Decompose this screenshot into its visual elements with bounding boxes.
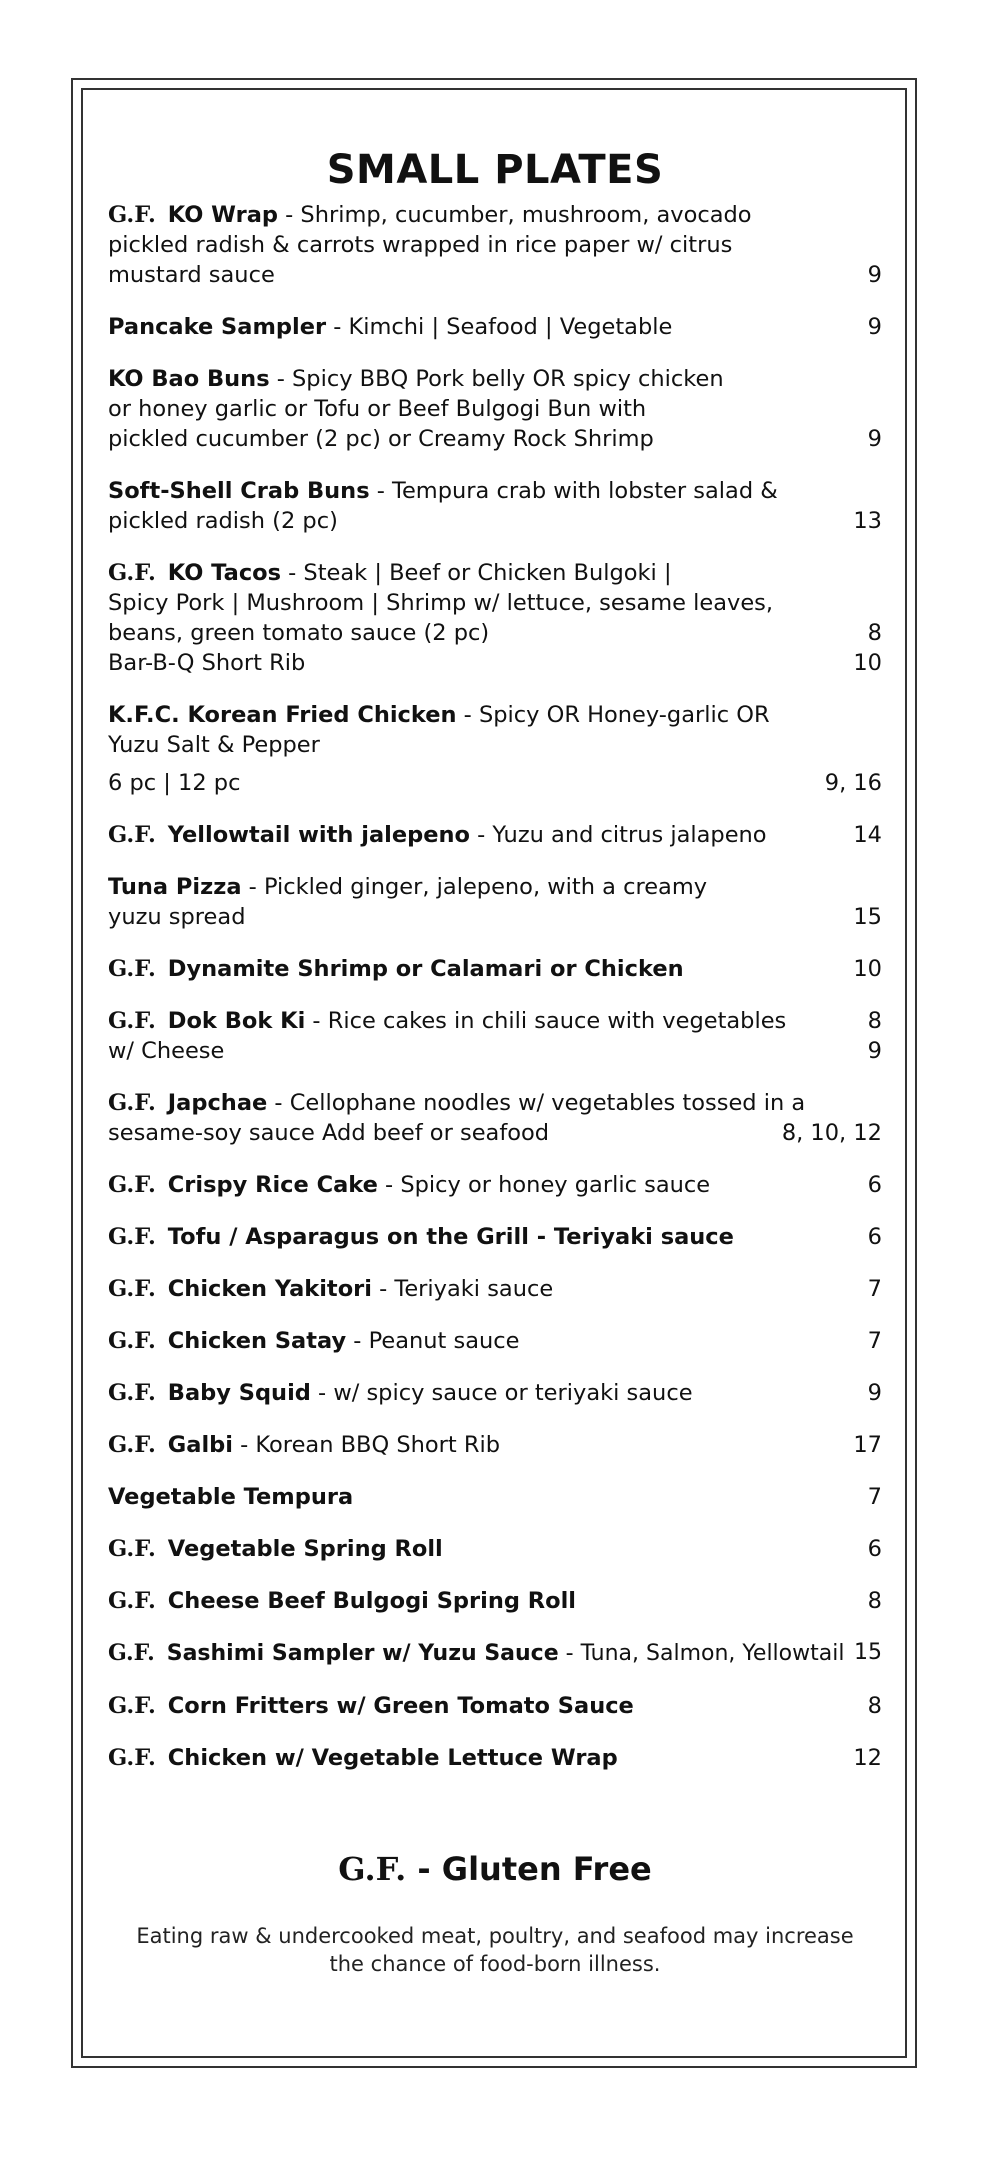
menu-item-line	[108, 506, 882, 536]
menu-item-line	[108, 700, 882, 730]
menu-item	[108, 1378, 882, 1408]
menu-item-line	[108, 1118, 882, 1148]
menu-item-name: Sashimi Sampler w/ Yuzu Sauce	[166, 1641, 559, 1666]
menu-item	[108, 954, 882, 984]
gluten-free-tag: G.F.	[108, 1276, 156, 1302]
menu-item-name: Soft-Shell Crab Buns	[108, 478, 370, 504]
menu-item-line	[108, 618, 882, 648]
menu-item-text	[108, 618, 489, 648]
menu-item-line	[108, 768, 882, 798]
menu-item-name: Tuna Pizza	[108, 874, 242, 900]
menu-item	[108, 364, 882, 454]
menu-item-description: - Shrimp, cucumber, mushroom, avocado	[278, 202, 752, 228]
menu-item-description: - w/ spicy sauce or teriyaki sauce	[310, 1380, 693, 1406]
menu-item	[108, 820, 882, 850]
menu-item-line	[108, 1036, 882, 1066]
menu-item-description: Bar-B-Q Short Rib	[108, 650, 306, 676]
menu-item-name: Tofu / Asparagus on the Grill - Teriyaki sauce	[167, 1224, 734, 1250]
menu-items	[108, 200, 882, 1773]
menu-item-description: pickled radish & carrots wrapped in rice paper w/ citrus	[108, 232, 733, 258]
menu-item-text	[108, 1274, 553, 1304]
menu-item-line	[108, 476, 882, 506]
menu-item-line	[108, 1482, 882, 1512]
menu-item-name: KO Wrap	[167, 202, 278, 228]
menu-item-line	[108, 230, 882, 260]
menu-item-name: Corn Fritters w/ Green Tomato Sauce	[167, 1693, 634, 1719]
menu-item-description: - Korean BBQ Short Rib	[232, 1432, 501, 1458]
menu-item-price: 8	[867, 620, 882, 646]
menu-item-text	[108, 768, 240, 798]
menu-item-text	[108, 820, 767, 850]
menu-item-line	[108, 1222, 882, 1252]
menu-item-description: sesame-soy sauce Add beef or seafood	[108, 1120, 550, 1146]
menu-item	[108, 1743, 882, 1773]
menu-item-description: Spicy Pork | Mushroom | Shrimp w/ lettuce, sesame leaves,	[108, 590, 774, 616]
menu-item-name: KO Tacos	[167, 560, 281, 586]
menu-item-price: 13	[853, 508, 882, 534]
menu-item-description: - Cellophane noodles w/ vegetables tossed in a	[267, 1090, 806, 1116]
menu-item	[108, 558, 882, 678]
menu-item	[108, 1326, 882, 1356]
menu-item-name: Chicken w/ Vegetable Lettuce Wrap	[167, 1745, 618, 1771]
menu-item-price: 8	[867, 1008, 882, 1034]
menu-item	[108, 1006, 882, 1066]
menu-item-description: - Spicy OR Honey-garlic OR	[456, 702, 770, 728]
menu-item-price: 17	[853, 1432, 882, 1458]
menu-item-text	[108, 902, 245, 932]
menu-item	[108, 1638, 882, 1669]
menu-item	[108, 872, 882, 932]
gluten-free-tag: G.F.	[108, 1380, 156, 1406]
menu-item-text	[108, 1430, 500, 1460]
gluten-free-tag: G.F.	[108, 1693, 156, 1719]
menu-item-line	[108, 364, 882, 394]
menu-item-price: 9	[867, 1038, 882, 1064]
menu-item-name: Chicken Satay	[167, 1328, 347, 1354]
menu-item-price: 14	[853, 822, 882, 848]
menu-item-text	[108, 424, 654, 454]
menu-item-description: - Peanut sauce	[346, 1328, 520, 1354]
menu-item-price: 8	[867, 1693, 882, 1719]
menu-item-price: 6	[867, 1536, 882, 1562]
legend-text: - Gluten Free	[406, 1850, 652, 1888]
menu-item-text	[108, 1326, 519, 1356]
menu-item-description: pickled radish (2 pc)	[108, 508, 338, 534]
gluten-free-tag: G.F.	[108, 822, 156, 848]
gluten-free-tag: G.F.	[108, 1745, 156, 1771]
menu-item-text	[108, 558, 672, 588]
menu-item-line	[108, 872, 882, 902]
menu-item-text	[108, 200, 752, 230]
menu-item-text	[108, 700, 770, 730]
menu-item-text	[108, 1378, 693, 1408]
gluten-free-tag: G.F.	[108, 1640, 155, 1666]
menu-item	[108, 1222, 882, 1252]
menu-item	[108, 700, 882, 798]
menu-item-name: Cheese Beef Bulgogi Spring Roll	[167, 1588, 577, 1614]
menu-item-description: or honey garlic or Tofu or Beef Bulgogi Bun with	[108, 396, 647, 422]
menu-item-text	[108, 1743, 618, 1773]
menu-item-text	[108, 476, 778, 506]
menu-item-description: - Steak | Beef or Chicken Bulgoki |	[281, 560, 672, 586]
menu-item-name: K.F.C. Korean Fried Chicken	[108, 702, 457, 728]
menu-item-line	[108, 954, 882, 984]
menu-item-description: - Kimchi | Seafood | Vegetable	[326, 314, 673, 340]
menu-item-price: 9	[867, 1380, 882, 1406]
menu-item-text	[108, 1118, 549, 1148]
menu-item	[108, 312, 882, 342]
menu-item-text	[108, 1170, 710, 1200]
gluten-free-tag: G.F.	[108, 1172, 156, 1198]
menu-item	[108, 200, 882, 290]
menu-item-price: 9	[867, 262, 882, 288]
menu-item-text	[108, 1534, 443, 1564]
menu-item-price: 9	[867, 426, 882, 452]
menu-item	[108, 476, 882, 536]
menu-item-line	[108, 1586, 882, 1616]
menu-item-description: - Yuzu and citrus jalapeno	[469, 822, 767, 848]
menu-item-description: Yuzu Salt & Pepper	[108, 732, 320, 758]
menu-item-name: Crispy Rice Cake	[167, 1172, 378, 1198]
menu-item-description: - Tuna, Salmon, Yellowtail	[558, 1641, 845, 1666]
menu-item-price: 10	[853, 956, 882, 982]
legend-tag: G.F.	[338, 1850, 407, 1888]
menu-item-text	[108, 954, 684, 984]
menu-item-line	[108, 1326, 882, 1356]
gluten-free-tag: G.F.	[108, 1536, 156, 1562]
menu-item-line	[108, 730, 882, 760]
menu-item-description: - Rice cakes in chili sauce with vegetables	[305, 1008, 787, 1034]
menu-item-description: 6 pc | 12 pc	[108, 770, 241, 796]
menu-item-price: 15	[853, 904, 882, 930]
menu-item-text	[108, 260, 275, 290]
menu-item-name: Dok Bok Ki	[167, 1008, 306, 1034]
menu-item-text	[108, 1691, 634, 1721]
food-safety-warning	[108, 1922, 882, 1978]
menu-item-price: 6	[867, 1224, 882, 1250]
menu-item	[108, 1274, 882, 1304]
menu-item-line	[108, 1378, 882, 1408]
menu-item-description: - Spicy BBQ Pork belly OR spicy chicken	[269, 366, 724, 392]
menu-item-text	[108, 230, 732, 260]
menu-content	[108, 140, 882, 1795]
menu-item-name: Chicken Yakitori	[167, 1276, 372, 1302]
menu-item-text	[108, 312, 672, 342]
menu-item-line	[108, 260, 882, 290]
menu-item-line	[108, 1691, 882, 1721]
menu-item-name: Yellowtail with jalepeno	[167, 822, 470, 848]
menu-item-price: 9	[867, 314, 882, 340]
menu-item	[108, 1482, 882, 1512]
menu-item-price: 15	[854, 1640, 882, 1665]
menu-item-line	[108, 1088, 882, 1118]
warning-line: Eating raw & undercooked meat, poultry, and seafood may increase	[136, 1924, 854, 1948]
menu-item-line	[108, 312, 882, 342]
menu-item-description: beans, green tomato sauce (2 pc)	[108, 620, 490, 646]
menu-item-line	[108, 1274, 882, 1304]
menu-item	[108, 1170, 882, 1200]
menu-item-description: mustard sauce	[108, 262, 275, 288]
menu-item-line	[108, 588, 882, 618]
gluten-free-tag: G.F.	[108, 1224, 156, 1250]
gluten-free-tag: G.F.	[108, 956, 156, 982]
menu-item-text	[108, 648, 305, 678]
menu-item-line	[108, 1534, 882, 1564]
menu-item-description: - Tempura crab with lobster salad &	[369, 478, 778, 504]
menu-item-text	[108, 872, 707, 902]
menu-item-line	[108, 1743, 882, 1773]
menu-title: SMALL PLATES	[326, 147, 664, 193]
menu-item-text	[108, 1482, 353, 1512]
gluten-free-tag: G.F.	[108, 560, 156, 586]
menu-item	[108, 1430, 882, 1460]
menu-item-name: Japchae	[167, 1090, 268, 1116]
gluten-free-legend	[108, 1850, 882, 1888]
menu-item-line	[108, 1638, 882, 1669]
menu-item-name: Vegetable Spring Roll	[167, 1536, 443, 1562]
menu-item-text	[108, 1586, 576, 1616]
menu-item-name: Baby Squid	[167, 1380, 311, 1406]
menu-item-price: 7	[867, 1276, 882, 1302]
menu-item-text	[108, 506, 338, 536]
gluten-free-tag: G.F.	[108, 202, 156, 228]
menu-item-line	[108, 558, 882, 588]
menu-item-price: 7	[867, 1484, 882, 1510]
menu-item-description: - Teriyaki sauce	[371, 1276, 554, 1302]
menu-item-text	[108, 394, 646, 424]
warning-line: the chance of food-born illness.	[329, 1952, 661, 1976]
gluten-free-tag: G.F.	[108, 1432, 156, 1458]
menu-item-line	[108, 1430, 882, 1460]
menu-item-description: - Spicy or honey garlic sauce	[377, 1172, 711, 1198]
menu-item-price: 7	[867, 1328, 882, 1354]
menu-item-price: 9, 16	[824, 770, 882, 796]
menu-item-description: w/ Cheese	[108, 1038, 225, 1064]
menu-item-line	[108, 648, 882, 678]
menu-item-text	[108, 1088, 805, 1118]
menu-item-name: Galbi	[167, 1432, 233, 1458]
gluten-free-tag: G.F.	[108, 1008, 156, 1034]
menu-item-text	[108, 1036, 224, 1066]
menu-item-text	[108, 1638, 844, 1669]
menu-item-description: yuzu spread	[108, 904, 246, 930]
menu-item-name: Vegetable Tempura	[108, 1484, 354, 1510]
menu-item-line	[108, 200, 882, 230]
menu-item-line	[108, 820, 882, 850]
menu-item-name: Dynamite Shrimp or Calamari or Chicken	[167, 956, 684, 982]
menu-item-line	[108, 394, 882, 424]
menu-item-text	[108, 364, 724, 394]
menu-item	[108, 1534, 882, 1564]
menu-item-text	[108, 1222, 734, 1252]
menu-item-description: pickled cucumber (2 pc) or Creamy Rock Shrimp	[108, 426, 654, 452]
menu-item-price: 6	[867, 1172, 882, 1198]
menu-item-text	[108, 730, 320, 760]
menu-item	[108, 1691, 882, 1721]
menu-item-text	[108, 588, 773, 618]
menu-item-price: 10	[853, 650, 882, 676]
menu-item-text	[108, 1006, 786, 1036]
menu-item-price: 8	[867, 1588, 882, 1614]
gluten-free-tag: G.F.	[108, 1588, 156, 1614]
gluten-free-tag: G.F.	[108, 1328, 156, 1354]
menu-item	[108, 1586, 882, 1616]
menu-item-description: - Pickled ginger, jalepeno, with a creamy	[241, 874, 708, 900]
menu-item-name: KO Bao Buns	[108, 366, 270, 392]
menu-item-line	[108, 902, 882, 932]
menu-item-line	[108, 1170, 882, 1200]
menu-item-price: 8, 10, 12	[781, 1120, 882, 1146]
menu-item-name: Pancake Sampler	[108, 314, 327, 340]
menu-item-line	[108, 424, 882, 454]
menu-item	[108, 1088, 882, 1148]
menu-item-price: 12	[853, 1745, 882, 1771]
gluten-free-tag: G.F.	[108, 1090, 156, 1116]
menu-item-line	[108, 1006, 882, 1036]
